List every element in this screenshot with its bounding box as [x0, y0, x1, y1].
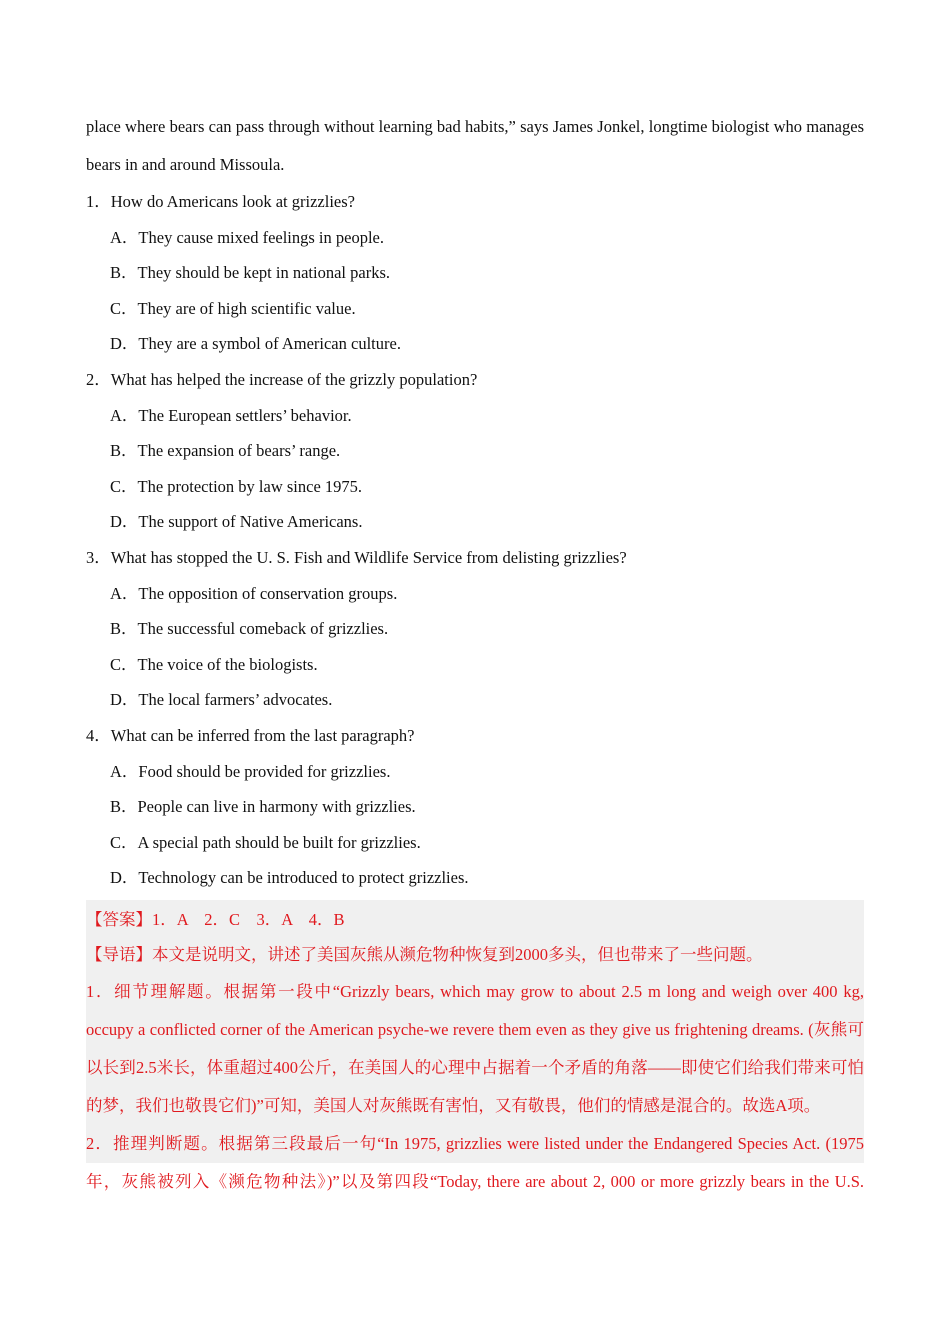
question-4 [86, 718, 864, 896]
option-d: D．They are a symbol of American culture. [110, 334, 401, 354]
option-c: C．A special path should be built for grizzlies. [110, 832, 421, 852]
question-3 [86, 540, 864, 718]
passage-paragraph: place where bears can pass through without learning bad habits,” says James Jonkel, longtime biologist who manages bears in and around Missoula. [86, 117, 864, 174]
question-1 [86, 184, 864, 362]
explanation-2: 2．推理判断题。根据第三段最后一句“In 1975, grizzlies were listed under the Endangered Species Act. (1975年，灰熊被列入《濒危物种法》)”以及第四段“Today, there are about 2, 000 or more grizzly bears in the U.S. [86, 1134, 864, 1192]
option-c: C．The protection by law since 1975. [110, 476, 363, 496]
option-a: A．The European settlers’ behavior. [110, 405, 352, 425]
guide-summary: 【导语】本文是说明文，讲述了美国灰熊从濒危物种恢复到2000多头，但也带来了一些问题。 [86, 945, 763, 965]
option-d: D．The local farmers’ advocates. [110, 690, 333, 710]
option-a: A．Food should be provided for grizzlies. [110, 761, 391, 781]
page-content [86, 108, 864, 1192]
option-c: C．The voice of the biologists. [110, 654, 318, 674]
option-d: D．Technology can be introduced to protect grizzlies. [110, 868, 469, 888]
option-b: B．People can live in harmony with grizzlies. [110, 797, 416, 817]
option-b: B．The expansion of bears’ range. [110, 441, 341, 461]
option-a: A．They cause mixed feelings in people. [110, 227, 384, 247]
option-b: B．The successful comeback of grizzlies. [110, 619, 389, 639]
option-b: B．They should be kept in national parks. [110, 263, 390, 283]
question-2 [86, 362, 864, 540]
question-stem: 1．How do Americans look at grizzlies? [86, 192, 355, 211]
question-stem: 4．What can be inferred from the last paragraph? [86, 725, 415, 745]
answer-section [86, 900, 864, 1192]
question-stem: 2．What has helped the increase of the grizzly population? [86, 369, 478, 389]
answer-key: 【答案】1．A 2．C 3．A 4．B [86, 909, 345, 929]
option-a: A．The opposition of conservation groups. [110, 583, 398, 603]
question-stem: 3．What has stopped the U. S. Fish and Wildlife Service from delisting grizzlies? [86, 547, 627, 567]
option-c: C．They are of high scientific value. [110, 298, 356, 318]
option-d: D．The support of Native Americans. [110, 512, 363, 532]
explanation-1: 1．细节理解题。根据第一段中“Grizzly bears, which may grow to about 2.5 m long and weigh over 400 kg, occupy a conflicted corner of the American psyche-we revere them even as they give us frightening dreams. (灰熊可以长到2.5米长，体重超过400公斤，在美国人的心理中占据着一个矛盾的角落——即使它们给我们带来可怕的梦，我们也敬畏它们)”可知，美国人对灰熊既有害怕，又有敬畏，他们的情感是混合的。故选A项。 [86, 982, 864, 1116]
